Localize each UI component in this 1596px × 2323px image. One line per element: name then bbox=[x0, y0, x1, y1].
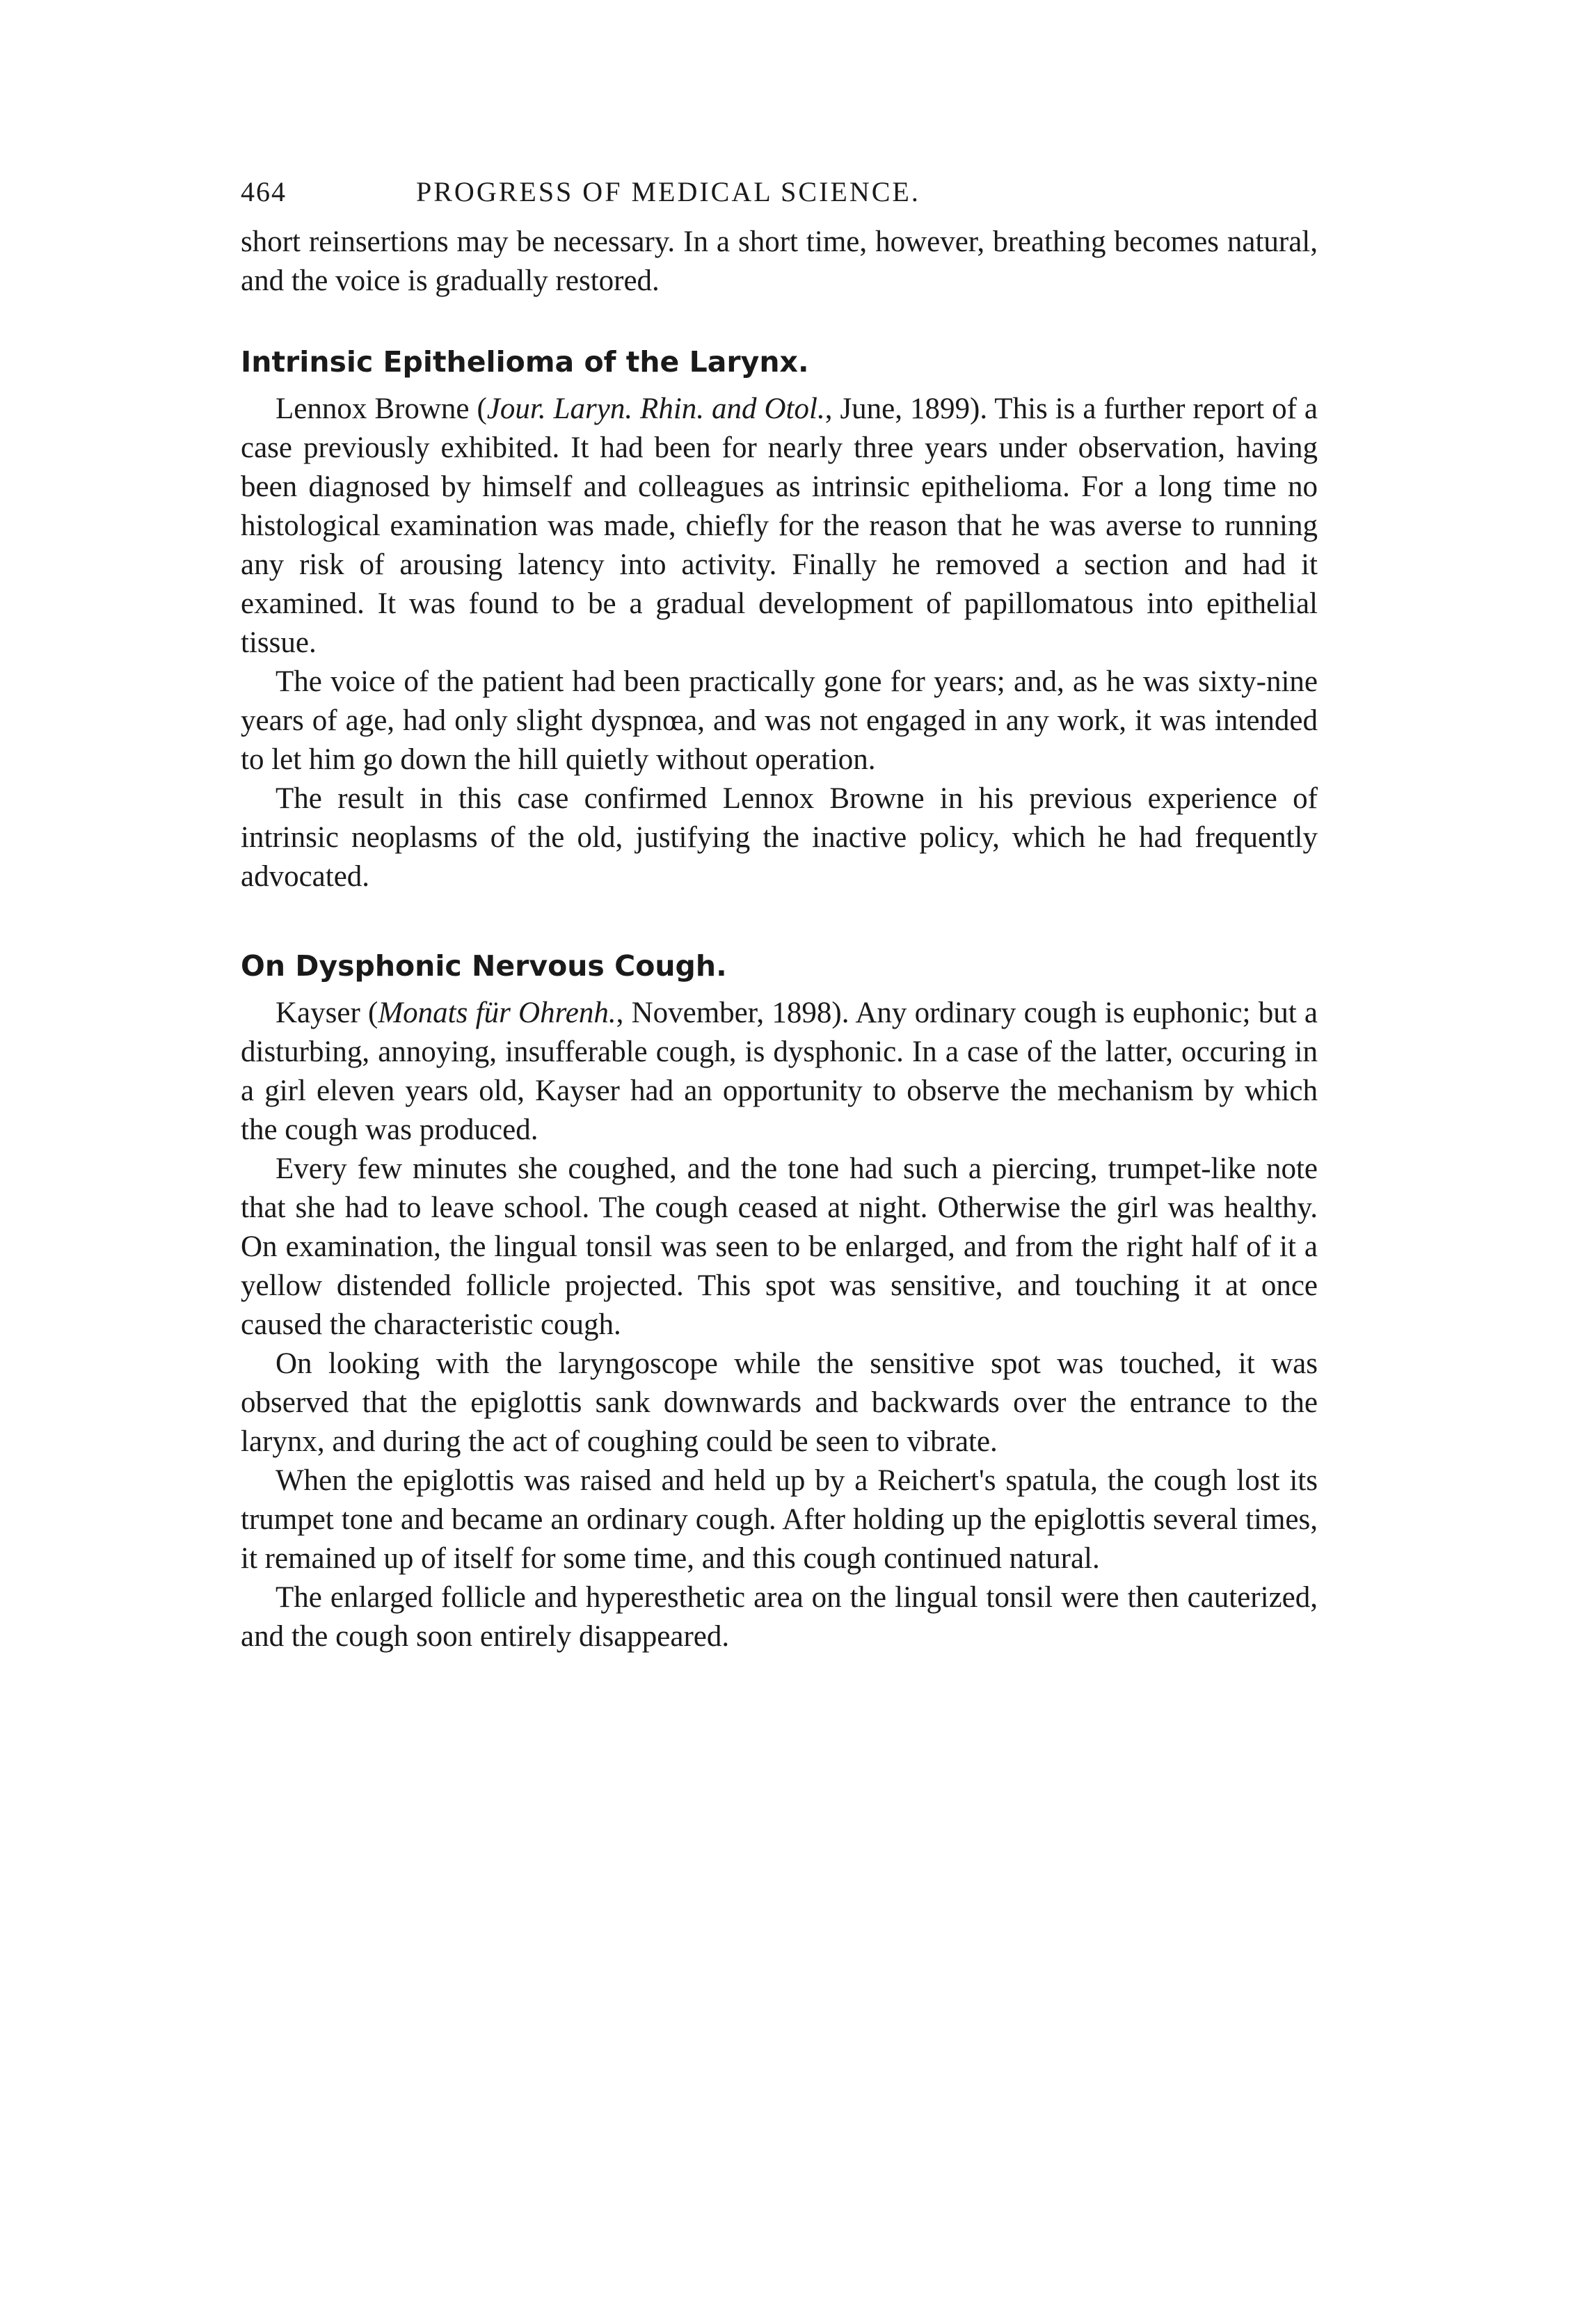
section-cough-paragraph: Every few minutes she coughed, and the tone had such a piercing, trumpet-like note that she had to leave school. The cough ceased at night. Otherwise the girl was healthy. On examination, the lingual tonsil was seen to be enlarged, and from the right half of it a yellow distended follicle projected. This spot was sensitive, and touching it at once caused the characteristic cough. bbox=[241, 1152, 1318, 1341]
page-number: 464 bbox=[241, 176, 287, 207]
section-epithelioma-first-paragraph bbox=[241, 390, 1318, 663]
paragraph-text: Any ordinary cough is euphonic; but a disturbing, annoying, insufferable cough, is dysphonic. In a case of the latter, occuring in a girl eleven years old, Kayser had an opportunity to observe the mechanism by which the cough was produced. bbox=[241, 997, 1318, 1146]
section-title-dysphonic-cough: On Dysphonic Nervous Cough. bbox=[241, 949, 727, 983]
citation-author: Kayser ( bbox=[276, 997, 378, 1029]
citation-journal: Jour. Laryn. Rhin. and Otol. bbox=[486, 393, 825, 425]
citation-date: , June, 1899). bbox=[824, 393, 988, 425]
intro-paragraph: short reinsertions may be necessary. In a short time, however, breathing becomes natural, and the voice is gradually restored. bbox=[241, 225, 1318, 297]
section-epithelioma-paragraph: The result in this case confirmed Lennox Browne in his previous experience of intrinsic neoplasms of the old, justifying the inactive policy, which he had frequently advocated. bbox=[241, 782, 1318, 893]
citation-journal: Monats für Ohrenh. bbox=[378, 997, 616, 1029]
section-cough-paragraph: When the epiglottis was raised and held up by a Reichert's spatula, the cough lost its trumpet tone and became an ordinary cough. After holding up the epiglottis several times, it remained up of itself for some time, and this cough continued natural. bbox=[241, 1464, 1318, 1575]
journal-title: PROGRESS OF MEDICAL SCIENCE. bbox=[416, 176, 920, 207]
document-page bbox=[241, 167, 1318, 1656]
section-cough-first-paragraph bbox=[241, 994, 1318, 1150]
citation-author: Lennox Browne ( bbox=[276, 393, 487, 425]
section-title-epithelioma: Intrinsic Epithelioma of the Larynx. bbox=[241, 345, 809, 379]
running-head bbox=[241, 167, 1318, 223]
section-cough-paragraph: The enlarged follicle and hyperesthetic area on the lingual tonsil were then cauterized, and the cough soon entirely disappeared. bbox=[241, 1581, 1318, 1653]
paragraph-text: This is a further report of a case previously exhibited. It had been for nearly three years under observation, having been diagnosed by himself and colleagues as intrinsic epithelioma. For a long time no histological examination was made, chiefly for the reason that he was averse to running any risk of arousing latency into activity. Finally he removed a section and had it examined. It was found to be a gradual development of papillomatous into epithelial tissue. bbox=[241, 393, 1318, 659]
section-epithelioma-paragraph: The voice of the patient had been practically gone for years; and, as he was sixty-nine years of age, had only slight dyspnœa, and was not engaged in any work, it was intended to let him go down the hill quietly without operation. bbox=[241, 665, 1318, 776]
citation-date: , November, 1898). bbox=[616, 997, 849, 1029]
section-cough-paragraph: On looking with the laryngoscope while the sensitive spot was touched, it was observed that the epiglottis sank downwards and backwards over the entrance to the larynx, and during the act of coughing could be seen to vibrate. bbox=[241, 1347, 1318, 1458]
